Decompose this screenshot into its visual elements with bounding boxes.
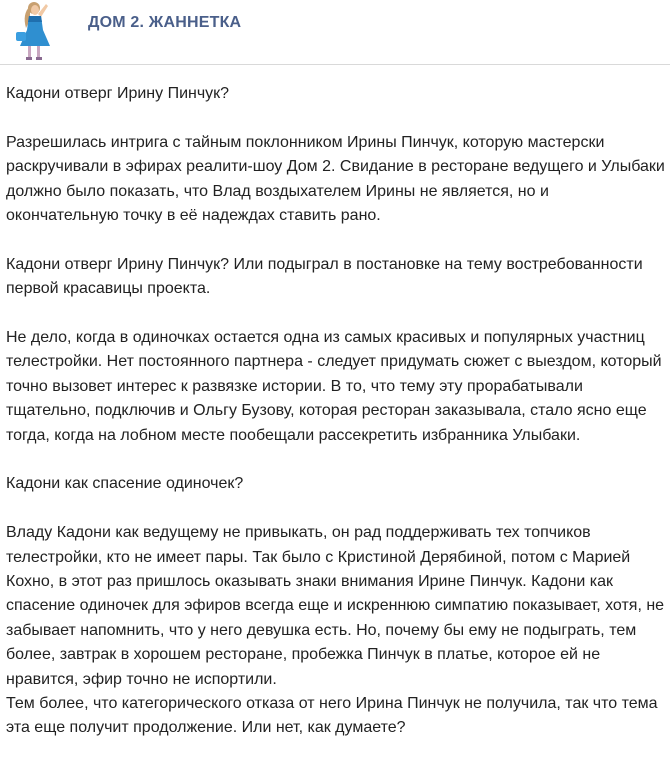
article-paragraph: Тем более, что категорического отказа от него Ирина Пинчук не получила, так что тема эта еще получит продолжение. Или нет, как думаете?	[6, 695, 658, 737]
article-body	[6, 82, 666, 741]
article-paragraph: Кадони отверг Ирину Пинчук? Или подыграл в постановке на тему востребованности первой красавицы проекта.	[6, 255, 643, 298]
article-question-heading: Кадони отверг Ирину Пинчук?	[6, 85, 230, 102]
channel-name[interactable]: ДОМ 2. ЖАННЕТКА	[88, 14, 242, 31]
article-paragraph: Владу Кадони как ведущему не привыкать, он рад поддерживать тех топчиков телестройки, кто не имеет пары. Так было с Кристиной Дерябиной, потом с Марией Кохно, в этот раз пришлось оказывать знаки внимания Ирине Пинчук. Кадони как спасение одиночек для эфиров всегда еще и искреннюю симпатию показывает, хотя, не забывает напомнить, что у него девушка есть. Но, почему бы ему не подыграть, тем более, завтрак в хорошем ресторане, пробежка Пинчук в платье, которое ей не нравится, эфир точно не испортили.	[6, 524, 665, 688]
article-paragraph: Не дело, когда в одиночках остается одна из самых красивых и популярных участниц телестройки. Нет постоянного партнера - следует придумать сюжет с выездом, который точно вызовет интерес к развязке истории. В то, что тему эту прорабатывали тщательно, подключив и Ольгу Бузову, которая ресторан заказывала, стало ясно еще тогда, когда на лобном месте пообещали рассекретить избранника Улыбаки.	[6, 329, 662, 444]
channel-avatar[interactable]	[12, 0, 60, 62]
girl-in-blue-dress-avatar-icon	[12, 0, 60, 62]
channel-header	[0, 0, 670, 65]
article-subheading: Кадони как спасение одиночек?	[6, 475, 244, 493]
article-paragraph: Разрешилась интрига с тайным поклонником Ирины Пинчук, которую мастерски раскручивали в эфирах реалити-шоу Дом 2. Свидание в ресторане ведущего и Улыбаки должно было показать, что Влад воздыхателем Ирины не является, но и окончательную точку в её надеждах ставить рано.	[6, 133, 665, 225]
